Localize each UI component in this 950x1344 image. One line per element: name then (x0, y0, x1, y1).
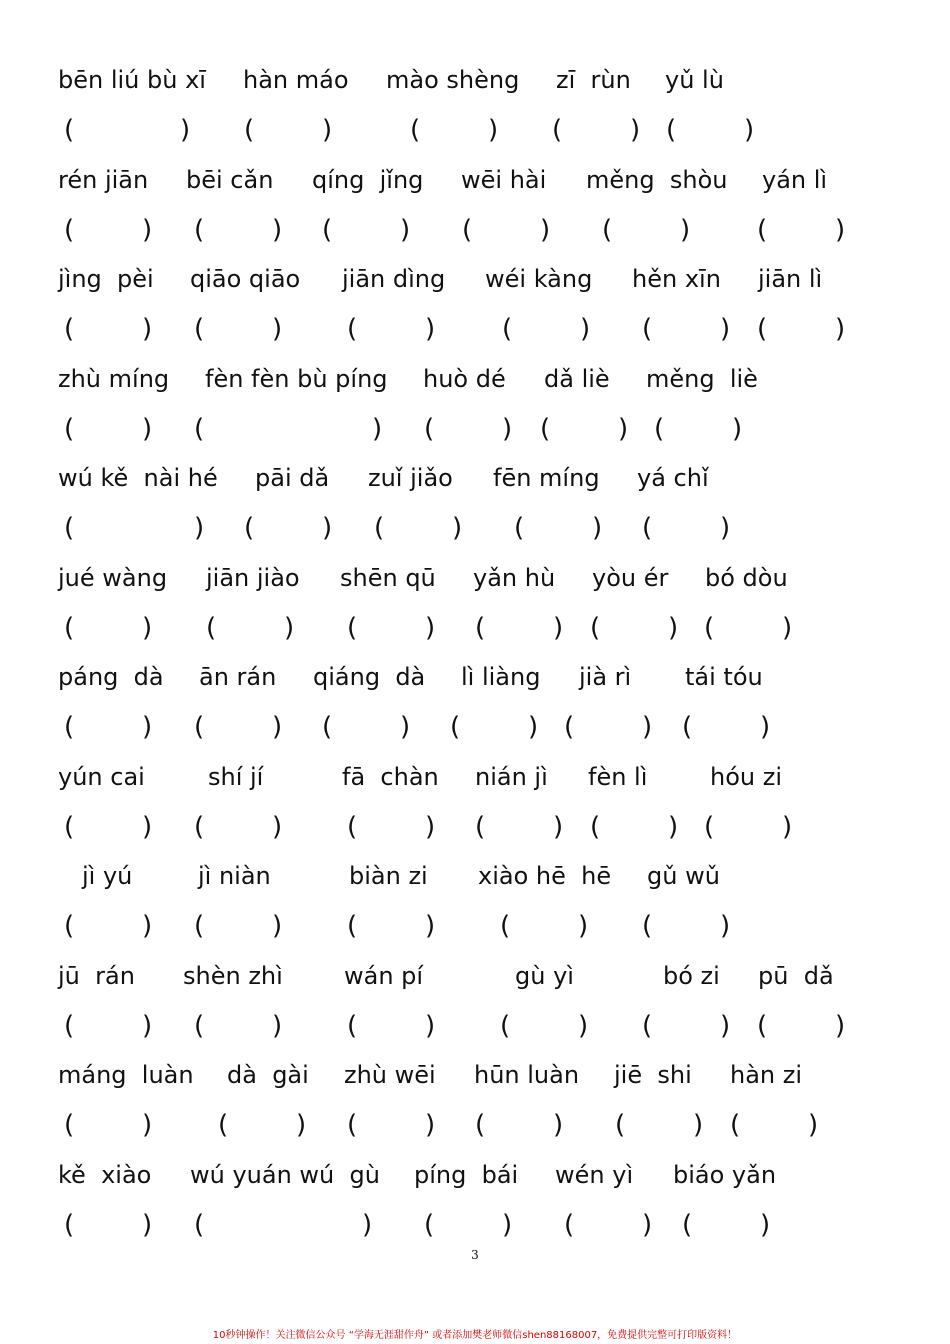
answer-bracket-row (0, 210, 950, 250)
close-bracket: ) (452, 513, 463, 543)
open-bracket: ( (564, 712, 575, 742)
close-bracket: ) (835, 1011, 846, 1041)
pinyin-word: bó dòu (705, 564, 788, 592)
pinyin-word: jū rán (58, 962, 135, 990)
pinyin-word: kě xiào (58, 1161, 152, 1189)
open-bracket: ( (462, 215, 473, 245)
close-bracket: ) (284, 613, 295, 643)
close-bracket: ) (553, 1110, 564, 1140)
open-bracket: ( (194, 215, 205, 245)
open-bracket: ( (64, 812, 75, 842)
pinyin-word: yòu ér (592, 564, 669, 592)
pinyin-word: zuǐ jiǎo (368, 464, 453, 492)
pinyin-word: qiāo qiāo (190, 265, 301, 293)
close-bracket: ) (720, 911, 731, 941)
close-bracket: ) (835, 314, 846, 344)
answer-bracket-row (0, 110, 950, 150)
open-bracket: ( (64, 613, 75, 643)
open-bracket: ( (64, 911, 75, 941)
close-bracket: ) (142, 613, 153, 643)
open-bracket: ( (194, 911, 205, 941)
pinyin-word: yǔ lù (665, 66, 724, 94)
pinyin-word: jiān jiào (206, 564, 300, 592)
pinyin-word: yún cai (58, 763, 145, 791)
close-bracket: ) (142, 1110, 153, 1140)
open-bracket: ( (682, 712, 693, 742)
close-bracket: ) (142, 812, 153, 842)
open-bracket: ( (347, 1110, 358, 1140)
pinyin-word: qíng jǐng (312, 166, 424, 194)
open-bracket: ( (602, 215, 613, 245)
pinyin-word: jì niàn (198, 862, 271, 890)
pinyin-word: qiáng dà (313, 663, 426, 691)
close-bracket: ) (720, 513, 731, 543)
close-bracket: ) (744, 115, 755, 145)
close-bracket: ) (502, 414, 513, 444)
pinyin-word: bēi cǎn (186, 166, 274, 194)
close-bracket: ) (142, 712, 153, 742)
pinyin-word: gǔ wǔ (647, 862, 720, 890)
answer-bracket-row (0, 1205, 950, 1245)
close-bracket: ) (835, 215, 846, 245)
pinyin-word: zhù wēi (344, 1061, 436, 1089)
open-bracket: ( (450, 712, 461, 742)
close-bracket: ) (194, 513, 205, 543)
pinyin-word: nián jì (475, 763, 548, 791)
open-bracket: ( (347, 613, 358, 643)
pinyin-row (0, 160, 950, 200)
close-bracket: ) (642, 1210, 653, 1240)
pinyin-word: fēn míng (493, 464, 600, 492)
close-bracket: ) (272, 1011, 283, 1041)
pinyin-word: biàn zi (349, 862, 428, 890)
close-bracket: ) (322, 513, 333, 543)
pinyin-word: hàn zi (730, 1061, 803, 1089)
open-bracket: ( (194, 414, 205, 444)
answer-bracket-row (0, 409, 950, 449)
pinyin-word: jiē shi (614, 1061, 692, 1089)
pinyin-word: páng dà (58, 663, 164, 691)
open-bracket: ( (64, 414, 75, 444)
open-bracket: ( (590, 613, 601, 643)
pinyin-word: jì yú (82, 862, 133, 890)
close-bracket: ) (142, 1011, 153, 1041)
close-bracket: ) (400, 712, 411, 742)
pinyin-word: bēn liú bù xī (58, 66, 206, 94)
pinyin-row (0, 359, 950, 399)
close-bracket: ) (142, 215, 153, 245)
pinyin-word: wēi hài (461, 166, 547, 194)
open-bracket: ( (757, 1011, 768, 1041)
pinyin-word: wú kě nài hé (58, 464, 218, 492)
open-bracket: ( (642, 1011, 653, 1041)
close-bracket: ) (322, 115, 333, 145)
open-bracket: ( (322, 215, 333, 245)
close-bracket: ) (630, 115, 641, 145)
close-bracket: ) (502, 1210, 513, 1240)
open-bracket: ( (615, 1110, 626, 1140)
open-bracket: ( (410, 115, 421, 145)
close-bracket: ) (425, 911, 436, 941)
open-bracket: ( (64, 215, 75, 245)
open-bracket: ( (64, 115, 75, 145)
close-bracket: ) (488, 115, 499, 145)
open-bracket: ( (642, 911, 653, 941)
open-bracket: ( (475, 812, 486, 842)
answer-bracket-row (0, 309, 950, 349)
close-bracket: ) (618, 414, 629, 444)
open-bracket: ( (757, 215, 768, 245)
close-bracket: ) (808, 1110, 819, 1140)
close-bracket: ) (372, 414, 383, 444)
pinyin-row (0, 657, 950, 697)
pinyin-row (0, 956, 950, 996)
pinyin-row (0, 259, 950, 299)
open-bracket: ( (64, 314, 75, 344)
close-bracket: ) (142, 314, 153, 344)
open-bracket: ( (424, 1210, 435, 1240)
open-bracket: ( (654, 414, 665, 444)
open-bracket: ( (64, 1011, 75, 1041)
pinyin-word: hěn xīn (632, 265, 721, 293)
open-bracket: ( (590, 812, 601, 842)
close-bracket: ) (693, 1110, 704, 1140)
open-bracket: ( (500, 1011, 511, 1041)
pinyin-word: zhù míng (58, 365, 170, 393)
pinyin-word: fèn fèn bù píng (205, 365, 388, 393)
pinyin-word: bó zi (663, 962, 720, 990)
pinyin-word: zī rùn (556, 66, 631, 94)
close-bracket: ) (782, 812, 793, 842)
close-bracket: ) (425, 1011, 436, 1041)
answer-bracket-row (0, 807, 950, 847)
pinyin-word: wén yì (555, 1161, 634, 1189)
pinyin-word: huò dé (423, 365, 506, 393)
pinyin-word: hóu zi (710, 763, 782, 791)
pinyin-row (0, 1055, 950, 1095)
open-bracket: ( (642, 513, 653, 543)
close-bracket: ) (425, 1110, 436, 1140)
open-bracket: ( (206, 613, 217, 643)
close-bracket: ) (553, 613, 564, 643)
close-bracket: ) (720, 1011, 731, 1041)
pinyin-word: máng luàn (58, 1061, 194, 1089)
pinyin-row (0, 558, 950, 598)
pinyin-word: mào shèng (386, 66, 520, 94)
pinyin-word: jiān lì (758, 265, 823, 293)
close-bracket: ) (142, 1210, 153, 1240)
open-bracket: ( (730, 1110, 741, 1140)
open-bracket: ( (475, 613, 486, 643)
open-bracket: ( (552, 115, 563, 145)
open-bracket: ( (322, 712, 333, 742)
open-bracket: ( (642, 314, 653, 344)
pinyin-word: jiān dìng (342, 265, 446, 293)
close-bracket: ) (528, 712, 539, 742)
pinyin-word: rén jiān (58, 166, 149, 194)
open-bracket: ( (475, 1110, 486, 1140)
pinyin-word: shèn zhì (183, 962, 283, 990)
pinyin-word: xiào hē hē (478, 862, 612, 890)
pinyin-word: dǎ liè (544, 365, 610, 393)
close-bracket: ) (782, 613, 793, 643)
pinyin-word: píng bái (414, 1161, 519, 1189)
close-bracket: ) (400, 215, 411, 245)
close-bracket: ) (142, 414, 153, 444)
open-bracket: ( (757, 314, 768, 344)
answer-bracket-row (0, 508, 950, 548)
close-bracket: ) (296, 1110, 307, 1140)
page-number: 3 (471, 1248, 479, 1262)
close-bracket: ) (580, 314, 591, 344)
open-bracket: ( (502, 314, 513, 344)
close-bracket: ) (272, 215, 283, 245)
open-bracket: ( (194, 314, 205, 344)
open-bracket: ( (194, 1011, 205, 1041)
close-bracket: ) (760, 1210, 771, 1240)
close-bracket: ) (680, 215, 691, 245)
pinyin-word: fā chàn (342, 763, 439, 791)
open-bracket: ( (218, 1110, 229, 1140)
close-bracket: ) (180, 115, 191, 145)
open-bracket: ( (500, 911, 511, 941)
pinyin-word: shēn qū (340, 564, 436, 592)
answer-bracket-row (0, 1006, 950, 1046)
pinyin-word: jué wàng (58, 564, 168, 592)
open-bracket: ( (244, 513, 255, 543)
pinyin-word: měng shòu (586, 166, 728, 194)
close-bracket: ) (362, 1210, 373, 1240)
pinyin-word: wéi kàng (485, 265, 593, 293)
open-bracket: ( (704, 613, 715, 643)
close-bracket: ) (642, 712, 653, 742)
pinyin-word: yǎn hù (473, 564, 556, 592)
pinyin-word: gù yì (515, 962, 574, 990)
pinyin-word: shí jí (208, 763, 264, 791)
pinyin-word: fèn lì (588, 763, 648, 791)
pinyin-row (0, 458, 950, 498)
close-bracket: ) (760, 712, 771, 742)
pinyin-word: yá chǐ (637, 464, 709, 492)
pinyin-word: ān rán (199, 663, 277, 691)
close-bracket: ) (578, 1011, 589, 1041)
pinyin-word: pāi dǎ (255, 464, 330, 492)
close-bracket: ) (578, 911, 589, 941)
pinyin-word: wán pí (344, 962, 424, 990)
open-bracket: ( (347, 911, 358, 941)
close-bracket: ) (142, 911, 153, 941)
close-bracket: ) (732, 414, 743, 444)
close-bracket: ) (425, 613, 436, 643)
pinyin-word: pū dǎ (758, 962, 834, 990)
pinyin-word: wú yuán wú gù (190, 1161, 380, 1189)
pinyin-word: tái tóu (685, 663, 763, 691)
footer-notice: 10秒钟操作！关注微信公众号 “学海无涯甜作舟” 或者添加樊老师微信shen88168007，免费提供完整可打印版资料！ (212, 1330, 738, 1341)
pinyin-word: měng liè (646, 365, 758, 393)
open-bracket: ( (194, 1210, 205, 1240)
close-bracket: ) (272, 812, 283, 842)
close-bracket: ) (553, 812, 564, 842)
open-bracket: ( (347, 812, 358, 842)
answer-bracket-row (0, 707, 950, 747)
open-bracket: ( (64, 1110, 75, 1140)
open-bracket: ( (194, 712, 205, 742)
pinyin-row (0, 757, 950, 797)
open-bracket: ( (540, 414, 551, 444)
open-bracket: ( (424, 414, 435, 444)
pinyin-word: biáo yǎn (673, 1161, 777, 1189)
close-bracket: ) (592, 513, 603, 543)
close-bracket: ) (272, 314, 283, 344)
open-bracket: ( (564, 1210, 575, 1240)
close-bracket: ) (272, 911, 283, 941)
open-bracket: ( (682, 1210, 693, 1240)
pinyin-word: jià rì (579, 663, 632, 691)
close-bracket: ) (425, 812, 436, 842)
open-bracket: ( (374, 513, 385, 543)
answer-bracket-row (0, 1105, 950, 1145)
pinyin-row (0, 856, 950, 896)
open-bracket: ( (347, 314, 358, 344)
open-bracket: ( (64, 1210, 75, 1240)
close-bracket: ) (540, 215, 551, 245)
open-bracket: ( (244, 115, 255, 145)
pinyin-word: dà gài (227, 1061, 309, 1089)
open-bracket: ( (194, 812, 205, 842)
answer-bracket-row (0, 608, 950, 648)
pinyin-row (0, 60, 950, 100)
pinyin-word: lì liàng (461, 663, 541, 691)
answer-bracket-row (0, 906, 950, 946)
open-bracket: ( (347, 1011, 358, 1041)
pinyin-word: hàn máo (243, 66, 349, 94)
open-bracket: ( (514, 513, 525, 543)
close-bracket: ) (720, 314, 731, 344)
open-bracket: ( (666, 115, 677, 145)
pinyin-row (0, 1155, 950, 1195)
close-bracket: ) (272, 712, 283, 742)
pinyin-word: jìng pèi (58, 265, 154, 293)
close-bracket: ) (668, 613, 679, 643)
pinyin-word: yán lì (762, 166, 828, 194)
open-bracket: ( (704, 812, 715, 842)
open-bracket: ( (64, 712, 75, 742)
close-bracket: ) (668, 812, 679, 842)
close-bracket: ) (425, 314, 436, 344)
pinyin-word: hūn luàn (474, 1061, 580, 1089)
open-bracket: ( (64, 513, 75, 543)
